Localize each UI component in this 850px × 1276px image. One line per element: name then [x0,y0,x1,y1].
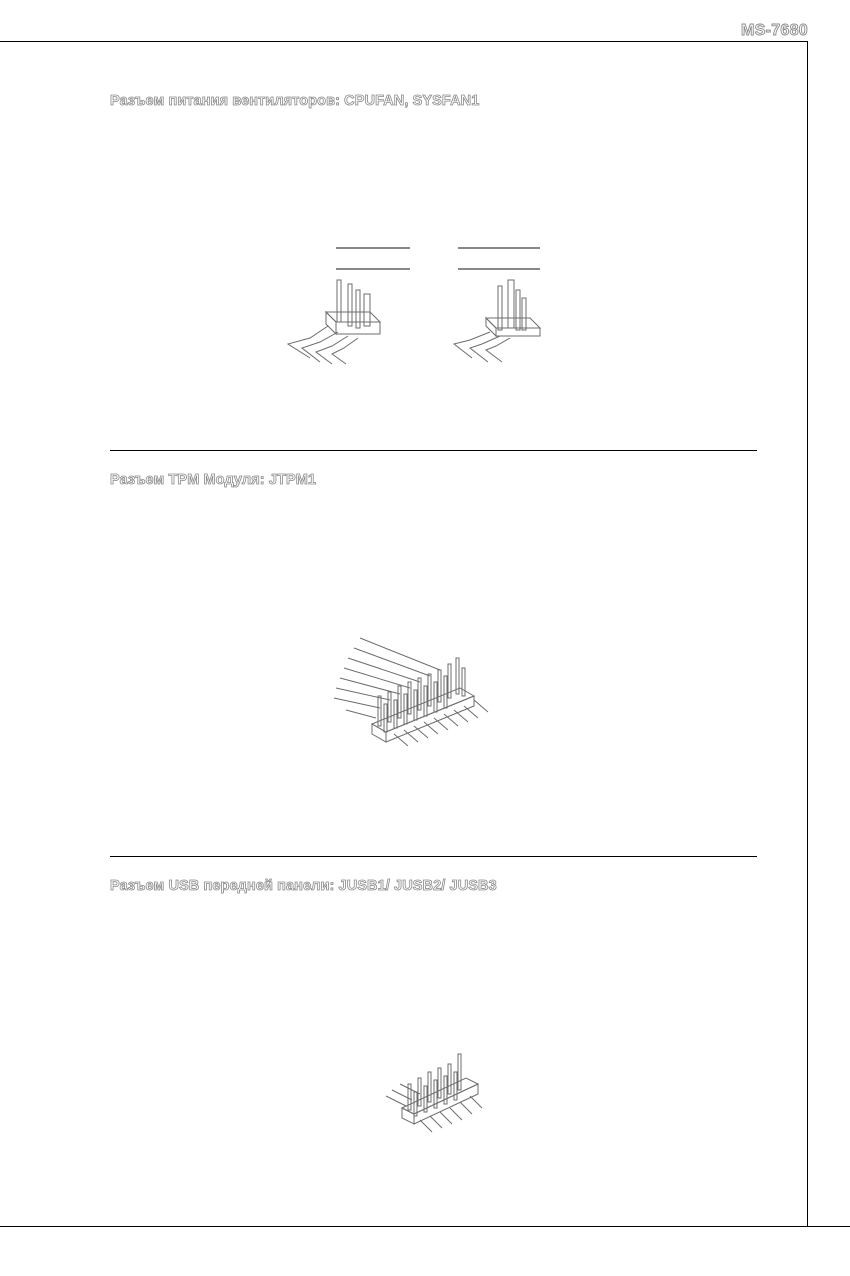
sysfan-leader-1 [454,332,490,358]
tpm-pin-rear-7 [438,670,441,702]
usb-leader-lr-4 [450,1108,462,1120]
sysfan-pin-2 [508,280,514,328]
tpm-leader-ul-6 [336,688,390,700]
tpm-connector-diagram [330,630,500,750]
cpufan-pin-2 [348,284,352,326]
tpm-leader-ul-3 [348,658,420,682]
tpm-leader-ul-8 [346,710,376,718]
sysfan-pin-3 [516,290,520,330]
usb-pin-rear-4 [438,1068,441,1098]
tpm-pin-front-8 [462,668,465,696]
tpm-leader-lr-8 [464,706,478,718]
section-title-usb: Разъем USB передней панели: JUSB1/ JUSB2/ JUSB3 [110,878,497,894]
section-separator-2 [110,856,757,857]
tpm-leader-lr-9 [474,700,488,712]
top-rule [0,41,807,42]
usb-pin-rear-2 [418,1078,421,1106]
usb-pin-rear-3 [428,1072,431,1102]
cpufan-pin-1 [337,280,341,322]
tpm-pin-rear-6 [428,674,431,706]
sysfan-connector-diagram [450,240,560,370]
sysfan-base-front [496,328,540,336]
cpufan-base-side [326,312,336,334]
sysfan-pin-4 [522,298,526,330]
sysfan-pin-1 [498,286,502,330]
usb-leader-lr-1 [420,1120,432,1132]
cpufan-leader-2 [302,332,338,362]
usb-pin-front-5 [454,1072,457,1100]
model-number: MS-7680 [740,22,808,39]
usb-connector-diagram [380,1050,500,1140]
tpm-base-front [386,696,474,742]
usb-leader-lr-3 [440,1112,452,1124]
tpm-pin-rear-4 [408,682,411,714]
section-title-fan-power: Разъем питания вентиляторов: CPUFAN, SYSFAN1 [110,93,480,109]
right-rule [807,41,808,1226]
sysfan-leader-2 [470,336,500,362]
tpm-leader-ul-7 [334,698,380,708]
usb-leader-ul-2 [392,1090,412,1100]
cpufan-pin-4 [364,294,370,326]
tpm-pin-rear-2 [388,692,391,722]
tpm-leader-ul-2 [354,648,430,676]
cpufan-connector-diagram [280,240,420,370]
cpufan-leader-4 [332,338,358,364]
usb-leader-lr-6 [470,1096,482,1108]
tpm-pin-rear-1 [378,696,381,726]
tpm-leader-ul-5 [340,678,400,694]
tpm-pin-rear-5 [418,678,421,710]
tpm-pin-front-5 [424,686,427,716]
usb-leader-ul-1 [400,1084,420,1094]
sysfan-leader-3 [486,338,510,362]
usb-leader-lr-5 [460,1102,472,1114]
usb-pin-front-1 [414,1092,417,1116]
usb-leader-lr-2 [430,1116,442,1128]
tpm-leader-ul-4 [344,668,410,688]
section-title-tpm: Разъем TPM Модуля: JTPM1 [110,472,317,488]
usb-pin-rear-5 [448,1064,451,1094]
tpm-pin-front-7 [444,676,447,708]
usb-pin-rear-6 [458,1054,461,1090]
bottom-rule [0,1226,850,1227]
tpm-pin-front-3 [404,694,407,724]
cpufan-leader-3 [316,336,348,364]
tpm-pin-rear-8 [448,664,451,698]
tpm-pin-front-6 [434,682,437,712]
section-separator-1 [110,450,757,451]
usb-pin-front-4 [444,1076,447,1104]
tpm-pin-front-4 [414,690,417,720]
usb-leader-ul-3 [386,1096,406,1106]
